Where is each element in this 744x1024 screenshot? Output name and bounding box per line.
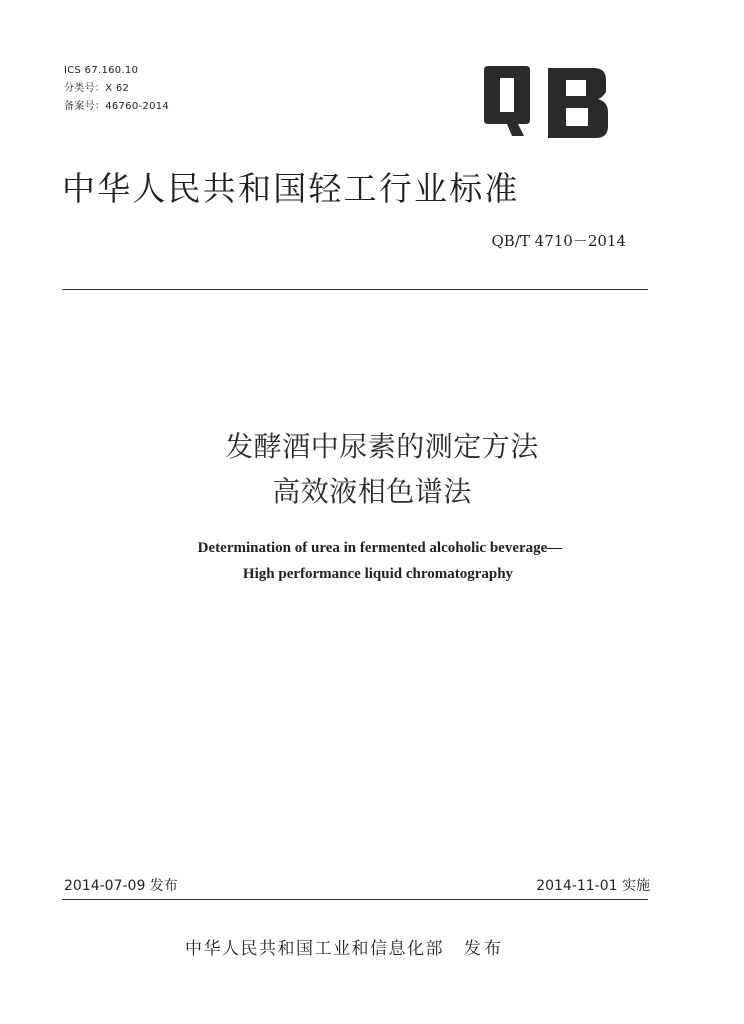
implementation-date: 2014-11-01 实施: [536, 878, 650, 894]
title-chinese-line2: 高效液相色谱法: [272, 475, 472, 508]
issue-date: 2014-07-09 发布: [64, 878, 178, 894]
title-chinese-line1: 发酵酒中尿素的测定方法: [225, 430, 539, 463]
footer-divider: [62, 899, 648, 900]
classification-number: 分类号：X 62: [64, 83, 130, 94]
publisher-line: [185, 934, 504, 959]
qb-logo: [474, 64, 614, 144]
standard-number: QB/T 4710－2014: [491, 232, 626, 250]
title-english-line2: High performance liquid chromatography: [242, 566, 514, 582]
header-divider: [62, 289, 648, 290]
record-number: 备案号：46760-2014: [64, 101, 170, 112]
metadata-block: [64, 62, 169, 116]
publish-label: 发布: [464, 939, 504, 959]
title-english-line1: Determination of urea in fermented alcoholic beverage—: [197, 540, 563, 556]
publisher-name: 中华人民共和国工业和信息化部: [185, 939, 444, 959]
issuer-title: 中华人民共和国轻工行业标准: [62, 169, 520, 208]
ics-code: ICS 67.160.10: [64, 65, 139, 76]
